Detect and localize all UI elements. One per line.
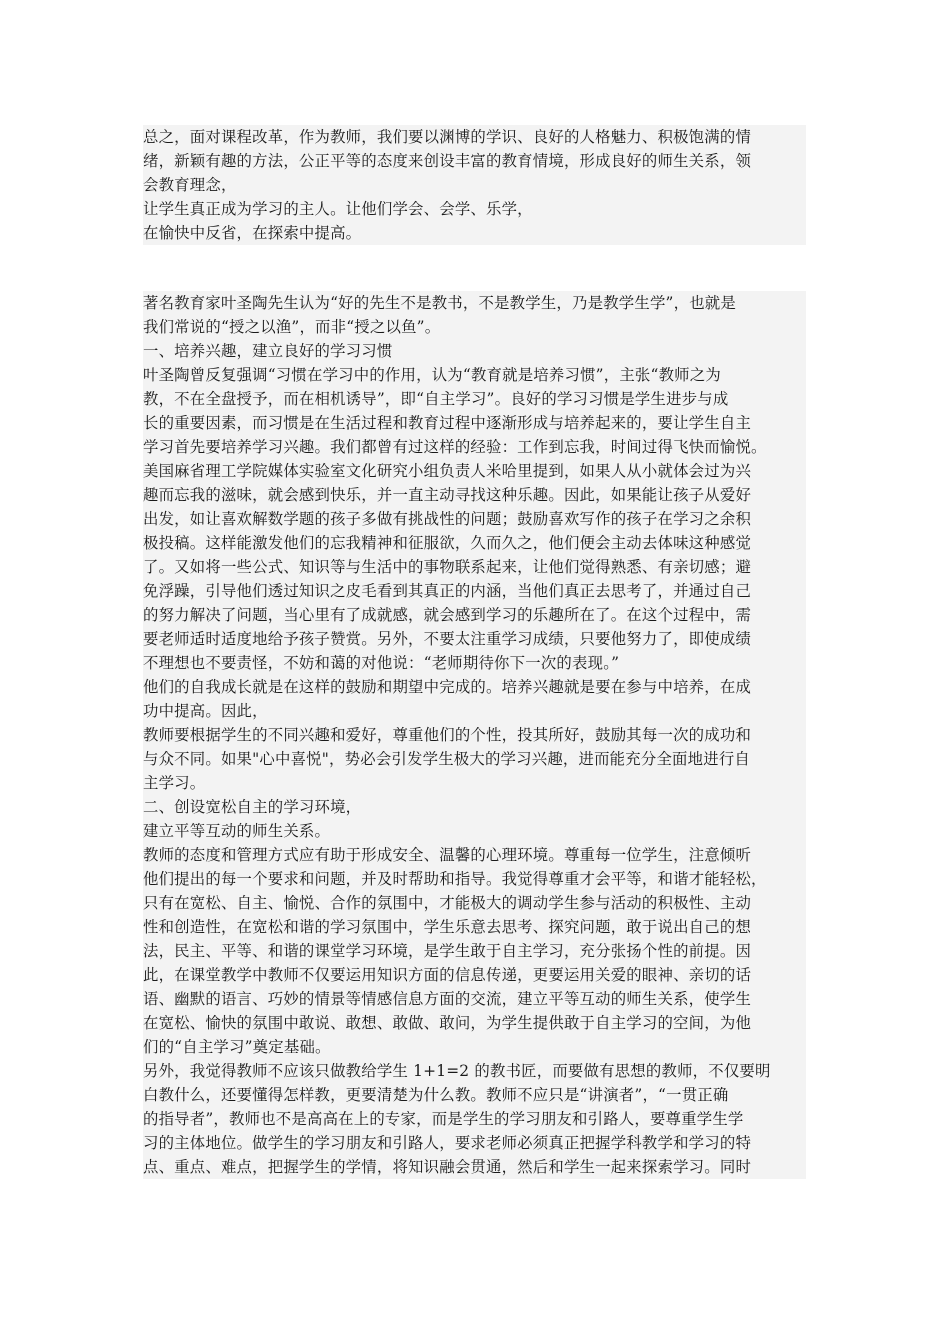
- text-line: 叶圣陶曾反复强调“习惯在学习中的作用，认为“教育就是培养习惯”，主张“教师之为: [143, 366, 721, 384]
- text-line: 法，民主、平等、和谐的课堂学习环境，是学生敢于自主学习，充分张扬个性的前提。因: [143, 942, 752, 960]
- summary-paragraph: [143, 125, 806, 245]
- text-line: 他们的自我成长就是在这样的鼓励和期望中完成的。培养兴趣就是要在参与中培养，在成: [143, 678, 752, 696]
- article-body: [143, 291, 806, 1179]
- text-line: 在宽松、愉快的氛围中敢说、敢想、敢做、敢问，为学生提供敢于自主学习的空间，为他: [143, 1014, 752, 1032]
- text-line: 与众不同。如果"心中喜悦"，势必会引发学生极大的学习兴趣，进而能充分全面地进行自: [143, 750, 751, 768]
- text-line: 著名教育家叶圣陶先生认为“好的先生不是教书，不是教学生，乃是教学生学”，也就是: [143, 294, 736, 312]
- text-line: 学习首先要培养学习兴趣。我们都曾有过这样的经验：工作到忘我，时间过得飞快而愉悦。: [143, 438, 767, 456]
- text-line: 点、重点、难点，把握学生的学情，将知识融会贯通，然后和学生一起来探索学习。同时: [143, 1158, 752, 1176]
- text-line: 美国麻省理工学院媒体实验室文化研究小组负责人米哈里提到，如果人从小就体会过为兴: [143, 462, 752, 480]
- text-line: 绪，新颖有趣的方法，公正平等的态度来创设丰富的教育情境，形成良好的师生关系，领: [143, 152, 752, 170]
- text-line: 教师要根据学生的不同兴趣和爱好，尊重他们的个性，投其所好，鼓励其每一次的成功和: [143, 726, 752, 744]
- text-line: 让学生真正成为学习的主人。让他们学会、会学、乐学，: [143, 200, 533, 218]
- text-line: 另外，我觉得教师不应该只做教给学生 1+1=2 的教书匠，而要做有思想的教师，不仅要明: [143, 1062, 771, 1080]
- text-line: 建立平等互动的师生关系。: [143, 822, 331, 840]
- text-line: 会教育理念，: [143, 176, 237, 194]
- text-line: 要老师适时适度地给予孩子赞赏。另外，不要太注重学习成绩，只要他努力了，即使成绩: [143, 630, 752, 648]
- text-line: 趣而忘我的滋味，就会感到快乐，并一直主动寻找这种乐趣。因此，如果能让孩子从爱好: [143, 486, 752, 504]
- text-line: 出发，如让喜欢解数学题的孩子多做有挑战性的问题；鼓励喜欢写作的孩子在学习之余积: [143, 510, 752, 528]
- text-line: 免浮躁，引导他们透过知识之皮毛看到其真正的内涵，当他们真正去思考了，并通过自己: [143, 582, 752, 600]
- text-line: 的努力解决了问题，当心里有了成就感，就会感到学习的乐趣所在了。在这个过程中，需: [143, 606, 752, 624]
- text-line: 的指导者”，教师也不是高高在上的专家，而是学生的学习朋友和引路人，要尊重学生学: [143, 1110, 744, 1128]
- text-line: 白教什么，还要懂得怎样教，更要清楚为什么教。教师不应只是“讲演者”，“一贯正确: [143, 1086, 729, 1104]
- text-line: 主学习。: [143, 774, 206, 792]
- text-line: 不理想也不要责怪，不妨和蔼的对他说：“老师期待你下一次的表现。”: [143, 654, 620, 672]
- text-line: 极投稿。这样能激发他们的忘我精神和征服欲，久而久之，他们便会主动去体味这种感觉: [143, 534, 752, 552]
- text-line: 习的主体地位。做学生的学习朋友和引路人，要求老师必须真正把握学科教学和学习的特: [143, 1134, 752, 1152]
- text-line: 总之，面对课程改革，作为教师，我们要以渊博的学识、良好的人格魅力、积极饱满的情: [143, 128, 752, 146]
- text-line: 长的重要因素，而习惯是在生活过程和教育过程中逐渐形成与培养起来的，要让学生自主: [143, 414, 752, 432]
- text-line: 了。又如将一些公式、知识等与生活中的事物联系起来，让他们觉得熟悉、有亲切感；避: [143, 558, 752, 576]
- text-line: 我们常说的“授之以渔”，而非“授之以鱼”。: [143, 318, 441, 336]
- text-line: 语、幽默的语言、巧妙的情景等情感信息方面的交流，建立平等互动的师生关系，使学生: [143, 990, 752, 1008]
- text-line: 们的“自主学习”奠定基础。: [143, 1038, 331, 1056]
- text-line: 教，不在全盘授予，而在相机诱导”，即“自主学习”。良好的学习习惯是学生进步与成: [143, 390, 729, 408]
- text-line: 一、培养兴趣，建立良好的学习习惯: [143, 342, 393, 360]
- text-line: 此，在课堂教学中教师不仅要运用知识方面的信息传递，更要运用关爱的眼神、亲切的话: [143, 966, 752, 984]
- text-line: 只有在宽松、自主、愉悦、合作的氛围中，才能极大的调动学生参与活动的积极性、主动: [143, 894, 752, 912]
- text-line: 性和创造性，在宽松和谐的学习氛围中，学生乐意去思考、探究问题，敢于说出自己的想: [143, 918, 752, 936]
- text-line: 二、创设宽松自主的学习环境，: [143, 798, 362, 816]
- text-line: 他们提出的每一个要求和问题，并及时帮助和指导。我觉得尊重才会平等，和谐才能轻松，: [143, 870, 767, 888]
- text-line: 教师的态度和管理方式应有助于形成安全、温馨的心理环境。尊重每一位学生，注意倾听: [143, 846, 752, 864]
- text-line: 功中提高。因此，: [143, 702, 268, 720]
- text-line: 在愉快中反省，在探索中提高。: [143, 224, 362, 242]
